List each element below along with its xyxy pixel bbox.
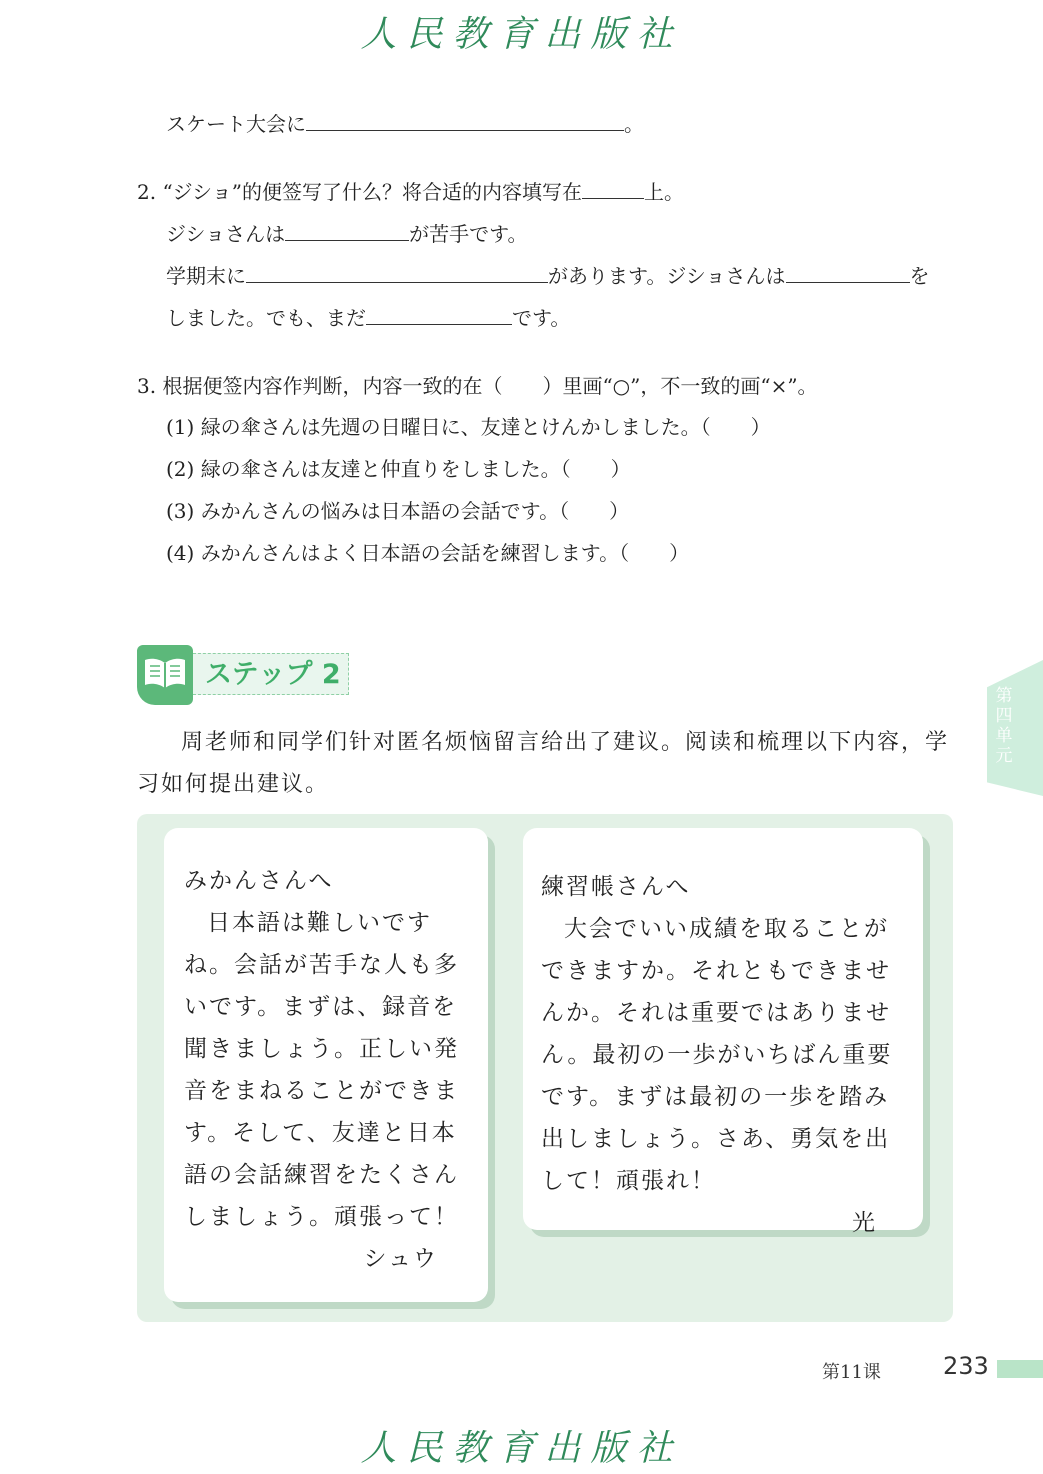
q2-line-1 [166,220,528,248]
q1-end: 。 [624,112,644,136]
q2-l1b: が苦手です。 [409,222,528,246]
q3-prompt-line [137,372,818,400]
q1-text: スケート大会に [166,112,306,136]
q2-l2a: 学期末に [166,264,246,288]
intro-paragraph: 周老师和同学们针对匿名烦恼留言给出了建议。阅读和梳理以下内容，学习如何提出建议。 [137,730,950,797]
note-signature: シュウ [363,1246,438,1272]
open-book-icon [137,645,193,705]
lesson-label: 第11课 [822,1362,881,1383]
q2-prompt: “ジショ”的便签写了什么？将合适的内容填写在 [162,180,583,204]
q2-prompt-end: 上。 [644,180,685,204]
q3-item[interactable]: (4) みかんさんはよく日本語の会話を練習します。（ ） [166,541,690,565]
q2-l2b: があります。ジショさんは [548,264,786,288]
q1-line [166,110,644,138]
q2-l3a: しました。でも、まだ [166,306,366,330]
q2-prompt-line [137,178,684,206]
q2-l2c: を [909,264,930,288]
q3-number: 3. [137,374,157,398]
unit-tab-label: 第四单元 [995,686,1013,766]
answer-blank[interactable] [786,262,910,283]
footer-accent-bar [997,1360,1043,1378]
q2-line-3 [166,304,570,332]
answer-blank[interactable] [366,304,512,325]
answer-blank[interactable] [246,262,548,283]
note-card-left [164,828,488,1302]
step-title: ステップ 2 [193,653,349,695]
q2-number: 2. [137,180,157,204]
q3-item[interactable]: (3) みかんさんの悩みは日本語の会話です。（ ） [166,499,630,523]
page-number: 233 [943,1352,989,1380]
q2-line-2 [166,262,930,290]
q2-l3b: です。 [512,306,571,330]
note-greeting: みかんさんへ [184,868,334,894]
q2-l1a: ジショさんは [166,222,286,246]
prompt-blank [582,178,644,199]
answer-blank[interactable] [285,220,409,241]
publisher-logo-top: 人民教育出版社 [360,14,683,55]
q3-item[interactable]: (2) 緑の傘さんは友達と仲直りをしました。（ ） [166,457,631,481]
note-signature: 光 [852,1210,877,1236]
publisher-logo-bottom: 人民教育出版社 [360,1428,683,1469]
q3-item[interactable]: (1) 緑の傘さんは先週の日曜日に、友達とけんかしました。（ ） [166,415,771,439]
q3-prompt: 根据便签内容作判断，内容一致的在（ ）里画“○”，不一致的画“×”。 [162,374,818,398]
note-card-right [523,828,923,1236]
note-body: 大会でいい成績を取ることができますか。それともできませんか。それは重要ではありません。最初の一歩がいちばん重要です。まずは最初の一歩を踏み出しましょう。さあ、勇気を出して！頑張れ！ [541,916,893,1194]
answer-blank[interactable] [306,110,624,131]
note-greeting: 練習帳さんへ [541,874,691,900]
note-body: 日本語は難しいですね。会話が苦手な人も多いです。まずは、録音を聞きましょう。正しい発音をまねることができます。そして、友達と日本語の会話練習をたくさんしましょう。頑張って！ [184,910,459,1230]
